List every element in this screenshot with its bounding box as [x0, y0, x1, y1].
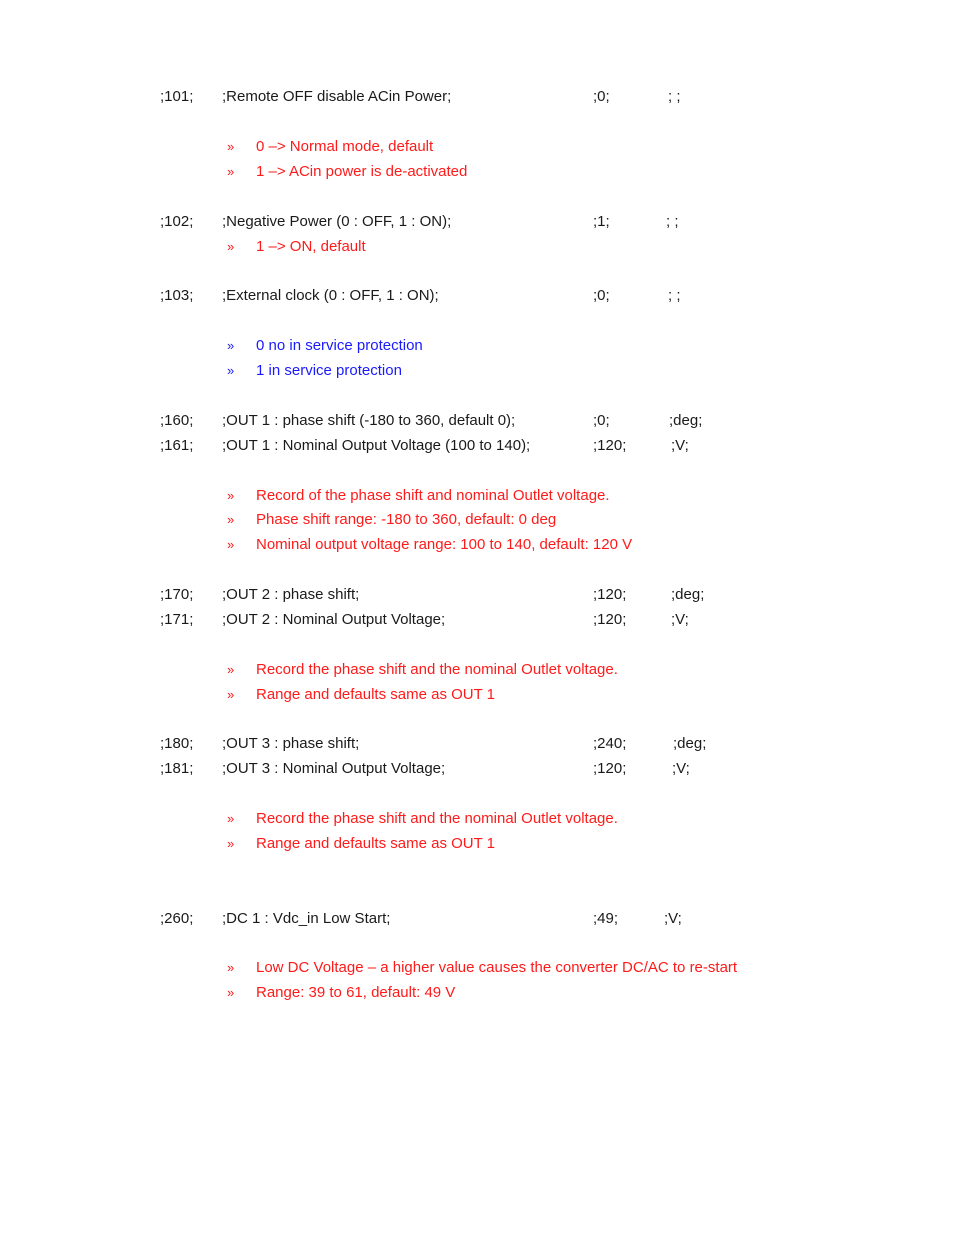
param-code: ;171;: [160, 611, 194, 628]
note-text: 1 in service protection: [256, 362, 402, 379]
param-value: ;0;: [593, 287, 610, 304]
note-item: [0, 660, 954, 680]
bullet-icon: »: [227, 811, 235, 826]
param-code: ;181;: [160, 760, 194, 777]
param-unit: ;V;: [664, 910, 682, 927]
param-value: ;0;: [593, 412, 610, 429]
param-unit: ;V;: [672, 760, 690, 777]
bullet-icon: »: [227, 960, 235, 975]
param-row-161: [0, 436, 954, 456]
param-value: ;240;: [593, 735, 627, 752]
param-row-181: [0, 759, 954, 779]
param-value: ;120;: [593, 586, 627, 603]
bullet-icon: »: [227, 363, 235, 378]
note-item: [0, 361, 954, 381]
param-description: ;OUT 3 : Nominal Output Voltage;: [222, 760, 446, 777]
note-item: [0, 983, 954, 1003]
param-code: ;102;: [160, 213, 194, 230]
bullet-icon: »: [227, 687, 235, 702]
param-description: ;DC 1 : Vdc_in Low Start;: [222, 910, 391, 927]
bullet-icon: »: [227, 139, 235, 154]
param-description: ;OUT 3 : phase shift;: [222, 735, 360, 752]
param-code: ;180;: [160, 735, 194, 752]
note-item: [0, 137, 954, 157]
note-item: [0, 237, 954, 257]
note-text: 1 –> ACin power is de-activated: [256, 163, 468, 180]
bullet-icon: »: [227, 836, 235, 851]
bullet-icon: »: [227, 537, 235, 552]
param-unit: ; ;: [668, 88, 681, 105]
note-text: Low DC Voltage – a higher value causes the converter DC/AC to re-start: [256, 959, 738, 976]
param-code: ;103;: [160, 287, 194, 304]
param-unit: ;V;: [671, 437, 689, 454]
param-code: ;101;: [160, 88, 194, 105]
param-unit: ; ;: [666, 213, 679, 230]
param-unit: ;deg;: [671, 586, 705, 603]
param-code: ;160;: [160, 412, 194, 429]
note-text: Nominal output voltage range: 100 to 140, default: 120 V: [256, 536, 633, 553]
param-unit: ;deg;: [669, 412, 703, 429]
bullet-icon: »: [227, 488, 235, 503]
param-row-171: [0, 610, 954, 630]
note-text: Range and defaults same as OUT 1: [256, 835, 496, 852]
note-item: [0, 486, 954, 506]
param-value: ;120;: [593, 760, 627, 777]
param-row-260: [0, 909, 954, 929]
note-item: [0, 685, 954, 705]
param-description: ;Remote OFF disable ACin Power;: [222, 88, 452, 105]
param-unit: ;deg;: [673, 735, 707, 752]
note-item: [0, 535, 954, 555]
note-text: Record the phase shift and the nominal Outlet voltage.: [256, 661, 618, 678]
note-item: [0, 336, 954, 356]
param-description: ;OUT 1 : phase shift (-180 to 360, default 0);: [222, 412, 516, 429]
param-row-101: [0, 87, 954, 107]
note-item: [0, 162, 954, 182]
param-code: ;161;: [160, 437, 194, 454]
param-description: ;OUT 2 : phase shift;: [222, 586, 360, 603]
note-text: 0 no in service protection: [256, 337, 423, 354]
param-code: ;170;: [160, 586, 194, 603]
param-description: ;External clock (0 : OFF, 1 : ON);: [222, 287, 439, 304]
param-value: ;1;: [593, 213, 610, 230]
bullet-icon: »: [227, 338, 235, 353]
note-item: [0, 834, 954, 854]
param-row-160: [0, 411, 954, 431]
note-text: Record of the phase shift and nominal Outlet voltage.: [256, 487, 610, 504]
param-value: ;120;: [593, 437, 627, 454]
param-value: ;49;: [593, 910, 619, 927]
note-text: Range and defaults same as OUT 1: [256, 686, 496, 703]
param-unit: ;V;: [671, 611, 689, 628]
note-item: [0, 958, 954, 978]
bullet-icon: »: [227, 164, 235, 179]
param-value: ;120;: [593, 611, 627, 628]
bullet-icon: »: [227, 985, 235, 1000]
param-row-170: [0, 585, 954, 605]
note-text: 0 –> Normal mode, default: [256, 138, 434, 155]
note-text: Record the phase shift and the nominal Outlet voltage.: [256, 810, 618, 827]
param-row-180: [0, 734, 954, 754]
bullet-icon: »: [227, 662, 235, 677]
param-row-102: [0, 212, 954, 232]
note-text: Phase shift range: -180 to 360, default: 0 deg: [256, 511, 557, 528]
param-description: ;Negative Power (0 : OFF, 1 : ON);: [222, 213, 452, 230]
note-item: [0, 809, 954, 829]
bullet-icon: »: [227, 512, 235, 527]
param-value: ;0;: [593, 88, 610, 105]
note-text: 1 –> ON, default: [256, 238, 366, 255]
param-code: ;260;: [160, 910, 194, 927]
param-description: ;OUT 1 : Nominal Output Voltage (100 to 140);: [222, 437, 531, 454]
param-unit: ; ;: [668, 287, 681, 304]
bullet-icon: »: [227, 239, 235, 254]
param-description: ;OUT 2 : Nominal Output Voltage;: [222, 611, 446, 628]
param-row-103: [0, 286, 954, 306]
note-text: Range: 39 to 61, default: 49 V: [256, 984, 456, 1001]
note-item: [0, 510, 954, 530]
